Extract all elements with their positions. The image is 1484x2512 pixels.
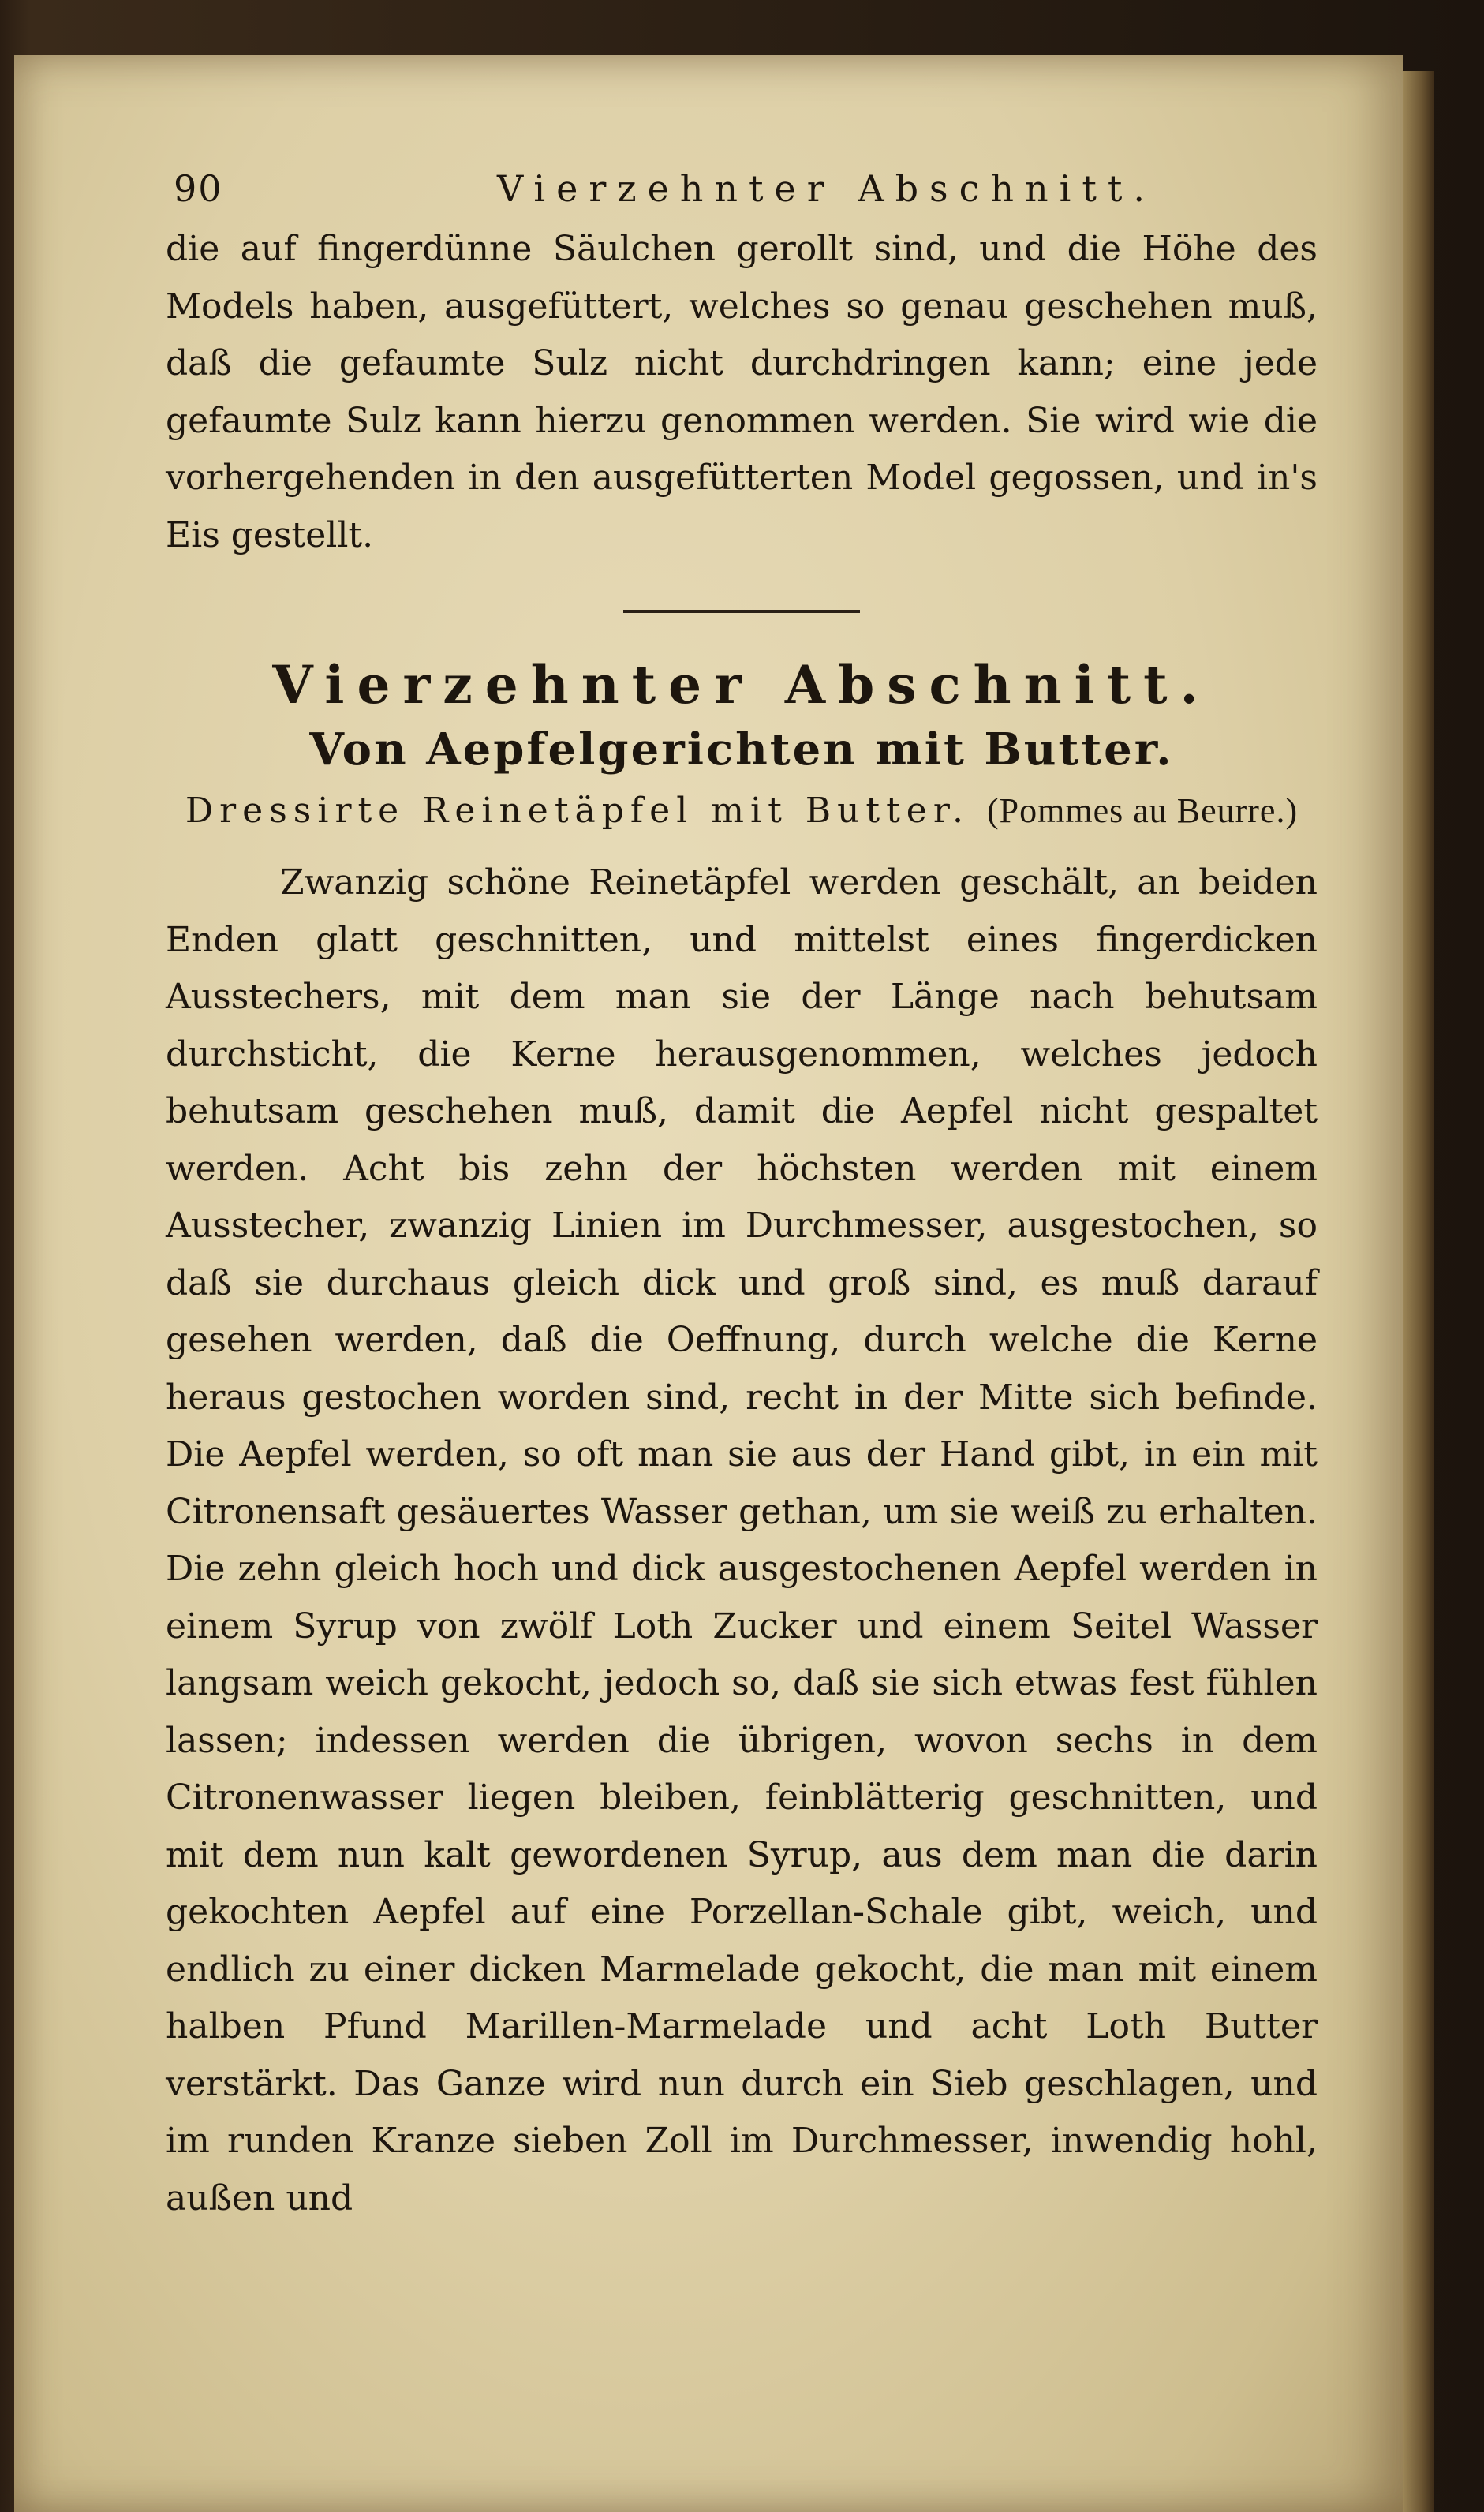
intro-paragraph: die auf fingerdünne Säulchen gerollt sind, und die Höhe des Models haben, ausgefüttert, welches so genau geschehen muß, daß die gefaumte Sulz nicht durchdringen kann; eine jede gefaumte Sulz kann hierzu genommen werden. Sie wird wie die vorhergehenden in den ausgefütterten Model gegossen, und in's Eis gestellt. bbox=[166, 229, 1318, 555]
page-edge bbox=[1403, 71, 1434, 2512]
section-divider bbox=[623, 610, 860, 613]
page-number: 90 bbox=[174, 167, 223, 210]
running-head bbox=[166, 158, 1318, 221]
chapter-title: Vierzehnter Abschnitt. bbox=[272, 654, 1211, 716]
recipe-heading bbox=[166, 785, 1318, 837]
recipe-subtitle: (Pommes au Beurre.) bbox=[987, 791, 1299, 830]
page-text bbox=[166, 158, 1318, 2227]
running-title: Vierzehnter Abschnitt. bbox=[497, 167, 1156, 210]
section-title: Von Aepfelgerichten mit Butter. bbox=[309, 723, 1174, 776]
recipe-title: Dressirte Reinetäpfel mit Butter. bbox=[185, 791, 970, 831]
recipe-body: Zwanzig schöne Reinetäpfel werden geschält, an beiden Enden glatt geschnitten, und mittelst eines fingerdicken Ausstechers, mit dem man sie der Länge nach behutsam durchsticht, die Kerne herausgenommen, welches jedoch behutsam geschehen muß, damit die Aepfel nicht gespaltet werden. Acht bis zehn der höchsten werden mit einem Ausstecher, zwanzig Linien im Durchmesser, ausgestochen, so daß sie durchaus gleich dick und groß sind, es muß darauf gesehen werden, daß die Oeffnung, durch welche die Kerne heraus gestochen worden sind, recht in der Mitte sich befinde. Die Aepfel werden, so oft man sie aus der Hand gibt, in ein mit Citronensaft gesäuertes Wasser gethan, um sie weiß zu erhalten. Die zehn gleich hoch und dick ausgestochenen Aepfel werden in einem Syrup von zwölf Loth Zucker und einem Seitel Wasser langsam weich gekocht, jedoch so, daß sie sich etwas fest fühlen lassen; indessen werden die übrigen, wovon sechs in dem Citronenwasser liegen bleiben, feinblätterig geschnitten, und mit dem nun kalt gewordenen Syrup, aus dem man die darin gekochten Aepfel auf eine Porzellan-Schale gibt, weich, und endlich zu einer dicken Marmelade gekocht, die man mit einem halben Pfund Marillen-Marmelade und acht Loth Butter verstärkt. Das Ganze wird nun durch ein Sieb geschlagen, und im runden Kranze sieben Zoll im Durchmesser, inwendig hohl, außen und bbox=[166, 862, 1318, 2219]
